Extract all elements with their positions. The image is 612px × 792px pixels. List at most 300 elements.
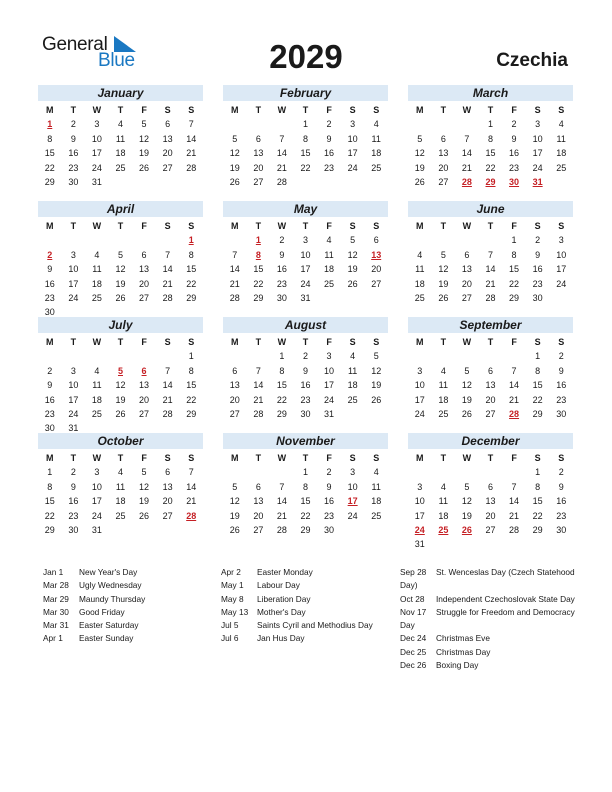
day-cell: 3 [94,119,100,130]
day-cell: 27 [162,510,173,521]
day-cell: 30 [276,292,287,303]
holiday-date: Nov 17 [400,606,427,617]
day-cell: 23 [532,278,543,289]
day-cell: 10 [91,133,102,144]
weekday-label: W [92,105,102,115]
day-cell: 19 [139,148,150,159]
day-cell: 10 [414,380,425,391]
day-cell: 8 [188,249,194,260]
day-cell: 7 [511,365,517,376]
day-cell: 28 [162,408,173,419]
holiday-name: Easter Saturday [79,620,139,631]
day-cell: 5 [117,249,123,260]
day-cell: 28 [509,524,520,535]
day-cell: 6 [487,481,493,492]
month-may [223,201,388,311]
weekday-label: T [117,453,124,463]
empty-cell [109,349,133,363]
day-cell: 8 [487,133,493,144]
day-cell: 26 [115,408,126,419]
day-cell: 8 [535,365,541,376]
day-cell: 15 [300,496,311,507]
day-cell: 25 [115,162,126,173]
day-cell: 23 [300,394,311,405]
day-cell: 29 [44,524,55,535]
empty-cell [432,117,456,131]
day-cell: 27 [253,176,264,187]
holiday-name: Struggle for Freedom and Democracy Day [400,606,575,631]
empty-cell [156,233,180,247]
day-cell: 22 [300,162,311,173]
holiday-day-cell: 30 [509,176,520,187]
day-cell: 17 [91,148,102,159]
weekday-label: S [164,221,171,231]
weekday-label: S [558,221,565,231]
day-cell: 2 [279,235,285,246]
month-november [223,433,388,543]
holiday-day-cell: 28 [461,176,472,187]
day-cell: 10 [347,133,358,144]
weekday-label: F [141,221,147,231]
weekday-label: S [558,105,565,115]
day-cell: 19 [229,510,240,521]
day-cell: 6 [440,133,446,144]
month-september [408,317,573,427]
weekday-label: T [302,453,309,463]
day-cell: 30 [324,524,335,535]
day-cell: 6 [232,365,238,376]
empty-cell [223,117,247,131]
year-title: 2029 [269,38,343,75]
holiday-name: Christmas Day [436,646,491,657]
day-cell: 20 [253,162,264,173]
day-cell: 11 [438,496,449,507]
weekday-label: M [231,221,239,231]
day-cell: 23 [556,510,567,521]
day-cell: 20 [485,510,496,521]
holiday-entry [43,593,203,606]
day-cell: 19 [229,162,240,173]
day-cell: 15 [253,264,264,275]
day-cell: 31 [414,539,425,550]
day-cell: 26 [139,162,150,173]
holiday-entry [43,606,203,619]
day-cell: 30 [44,307,55,318]
month-april [38,201,203,318]
day-cell: 21 [509,394,520,405]
weekday-label: S [188,453,195,463]
day-cell: 3 [535,119,541,130]
day-cell: 17 [68,394,79,405]
day-cell: 9 [279,249,285,260]
day-cell: 7 [165,249,171,260]
holiday-name: Independent Czechoslovak State Day [436,593,575,604]
month-name: July [38,317,203,333]
day-cell: 13 [461,264,472,275]
empty-cell [455,349,479,363]
day-cell: 14 [276,148,287,159]
day-cell: 5 [350,235,356,246]
day-cell: 10 [556,249,567,260]
country-name: Czechia [496,50,568,71]
day-cell: 18 [347,380,358,391]
day-grid [38,335,203,436]
day-cell: 19 [347,264,358,275]
holiday-day-cell: 1 [188,235,194,246]
day-cell: 9 [326,133,332,144]
month-name: September [408,317,573,333]
day-cell: 17 [556,264,567,275]
day-cell: 16 [44,394,55,405]
holiday-day-cell: 6 [141,365,147,376]
month-june [408,201,573,311]
day-grid [38,103,203,189]
weekday-label: T [302,337,309,347]
holiday-day-cell: 31 [532,176,543,187]
month-name: November [223,433,388,449]
day-cell: 10 [414,496,425,507]
day-cell: 23 [68,162,79,173]
holiday-day-cell: 13 [371,249,382,260]
day-cell: 14 [509,380,520,391]
day-cell: 16 [300,380,311,391]
day-cell: 1 [302,119,308,130]
weekday-label: T [487,337,494,347]
day-cell: 28 [186,162,197,173]
day-cell: 20 [253,510,264,521]
empty-cell [247,117,271,131]
month-february [223,85,388,195]
holiday-name: New Year's Day [79,567,138,577]
day-cell: 2 [70,467,76,478]
holiday-date: Apr 2 [221,567,241,577]
day-cell: 19 [461,510,472,521]
holiday-entry [400,632,578,645]
day-cell: 20 [162,148,173,159]
weekday-label: S [164,105,171,115]
weekday-label: M [231,453,239,463]
holiday-name: Ugly Wednesday [79,580,142,591]
day-cell: 25 [347,394,358,405]
month-grid [38,85,574,550]
weekday-label: S [349,105,356,115]
day-cell: 1 [511,235,517,246]
day-cell: 12 [414,148,425,159]
day-cell: 19 [414,162,425,173]
empty-cell [109,233,133,247]
empty-cell [455,465,479,479]
day-cell: 18 [414,278,425,289]
holiday-entry [221,579,391,592]
holiday-entry [43,619,203,632]
day-cell: 29 [300,524,311,535]
empty-cell [85,349,109,363]
day-cell: 27 [438,176,449,187]
weekday-label: T [440,105,447,115]
day-cell: 23 [44,408,55,419]
weekday-label: S [373,453,380,463]
day-cell: 21 [229,278,240,289]
day-cell: 18 [556,148,567,159]
day-cell: 28 [485,292,496,303]
day-cell: 24 [91,510,102,521]
day-cell: 29 [509,292,520,303]
day-cell: 24 [300,278,311,289]
day-cell: 22 [276,394,287,405]
day-grid [408,335,573,421]
empty-cell [432,349,456,363]
weekday-label: T [440,453,447,463]
day-cell: 31 [324,408,335,419]
day-cell: 19 [139,496,150,507]
day-cell: 28 [162,292,173,303]
holiday-entry [43,579,203,592]
empty-cell [156,349,180,363]
day-cell: 15 [186,264,197,275]
day-cell: 6 [373,235,379,246]
day-cell: 27 [371,278,382,289]
day-cell: 21 [186,148,197,159]
day-cell: 14 [509,496,520,507]
day-cell: 9 [558,365,564,376]
day-cell: 9 [511,133,517,144]
day-cell: 3 [558,235,564,246]
holiday-entry [43,632,203,645]
weekday-label: T [302,105,309,115]
day-cell: 2 [302,351,308,362]
weekday-label: S [373,105,380,115]
day-cell: 20 [485,394,496,405]
day-cell: 1 [188,351,194,362]
weekday-label: T [440,221,447,231]
weekday-label: W [462,453,472,463]
weekday-label: F [511,105,517,115]
day-cell: 25 [324,278,335,289]
day-cell: 21 [509,510,520,521]
day-cell: 26 [414,176,425,187]
empty-cell [432,465,456,479]
day-cell: 4 [417,249,423,260]
day-cell: 2 [558,467,564,478]
day-cell: 12 [461,380,472,391]
day-cell: 9 [70,133,76,144]
logo-general-text: General [42,34,108,55]
day-cell: 25 [556,162,567,173]
empty-cell [62,233,86,247]
weekday-label: M [416,337,424,347]
weekday-label: W [277,453,287,463]
day-grid [223,103,388,189]
weekday-label: M [416,105,424,115]
day-cell: 9 [326,481,332,492]
weekday-label: S [534,453,541,463]
empty-cell [62,349,86,363]
holiday-day-cell: 24 [414,524,425,535]
weekday-label: T [117,337,124,347]
day-cell: 27 [139,408,150,419]
day-cell: 21 [461,162,472,173]
day-cell: 12 [229,496,240,507]
day-cell: 12 [438,264,449,275]
day-cell: 17 [532,148,543,159]
holiday-date: Sep 28 [400,567,427,577]
weekday-label: T [255,221,262,231]
day-cell: 14 [253,380,264,391]
day-cell: 13 [253,148,264,159]
day-cell: 31 [91,524,102,535]
weekday-label: T [117,221,124,231]
month-january [38,85,203,195]
day-cell: 16 [556,496,567,507]
day-cell: 16 [324,148,335,159]
day-cell: 17 [324,380,335,391]
day-cell: 30 [556,408,567,419]
day-cell: 1 [535,351,541,362]
month-july [38,317,203,434]
day-cell: 18 [115,148,126,159]
day-cell: 25 [438,408,449,419]
empty-cell [247,349,271,363]
day-cell: 26 [229,524,240,535]
day-cell: 9 [47,380,53,391]
day-cell: 22 [44,162,55,173]
month-name: June [408,201,573,217]
day-cell: 5 [464,365,470,376]
day-cell: 1 [47,467,53,478]
day-cell: 4 [373,119,379,130]
day-cell: 16 [68,496,79,507]
weekday-label: F [326,105,332,115]
weekday-label: F [326,221,332,231]
day-cell: 16 [532,264,543,275]
day-cell: 14 [276,496,287,507]
day-cell: 9 [558,481,564,492]
day-cell: 24 [91,162,102,173]
month-name: January [38,85,203,101]
day-cell: 12 [139,133,150,144]
day-cell: 9 [47,264,53,275]
day-cell: 5 [417,133,423,144]
day-cell: 14 [186,481,197,492]
weekday-label: S [349,453,356,463]
day-cell: 5 [373,351,379,362]
day-cell: 7 [279,481,285,492]
day-cell: 30 [68,176,79,187]
day-cell: 11 [438,380,449,391]
day-cell: 4 [117,467,123,478]
weekday-label: W [277,105,287,115]
day-cell: 2 [326,467,332,478]
day-cell: 22 [186,394,197,405]
month-october [38,433,203,543]
empty-cell [223,233,247,247]
weekday-label: T [70,221,77,231]
day-cell: 2 [511,119,517,130]
day-cell: 23 [324,162,335,173]
weekday-label: T [255,337,262,347]
empty-cell [479,233,503,247]
weekday-label: S [373,337,380,347]
day-cell: 13 [253,496,264,507]
day-cell: 28 [229,292,240,303]
day-cell: 11 [371,133,381,144]
day-cell: 9 [70,481,76,492]
day-cell: 27 [485,524,496,535]
day-cell: 29 [532,408,543,419]
day-grid [408,451,573,552]
weekday-label: S [349,221,356,231]
day-cell: 15 [532,380,543,391]
day-cell: 15 [300,148,311,159]
day-cell: 22 [44,510,55,521]
day-cell: 31 [68,423,79,434]
weekday-label: T [487,105,494,115]
day-cell: 3 [417,365,423,376]
day-grid [223,219,388,305]
day-cell: 4 [440,481,446,492]
day-cell: 5 [464,481,470,492]
weekday-label: S [534,105,541,115]
day-grid [38,219,203,320]
day-cell: 15 [186,380,197,391]
day-cell: 26 [347,278,358,289]
holiday-day-cell: 1 [255,235,261,246]
holiday-column [221,566,391,646]
day-cell: 3 [302,235,308,246]
weekday-label: W [277,337,287,347]
day-cell: 25 [115,510,126,521]
day-cell: 26 [438,292,449,303]
day-cell: 6 [165,467,171,478]
day-cell: 8 [47,481,53,492]
day-cell: 20 [139,278,150,289]
day-cell: 9 [302,365,308,376]
day-cell: 22 [253,278,264,289]
empty-cell [455,233,479,247]
day-cell: 4 [326,235,332,246]
day-cell: 7 [255,365,261,376]
day-cell: 27 [139,292,150,303]
day-cell: 22 [532,394,543,405]
weekday-label: W [92,453,102,463]
holiday-date: Dec 26 [400,660,427,671]
holiday-day-cell: 28 [509,408,520,419]
day-cell: 21 [162,394,173,405]
day-cell: 25 [414,292,425,303]
day-cell: 5 [141,119,147,130]
weekday-label: M [46,453,54,463]
day-cell: 1 [487,119,493,130]
day-cell: 6 [165,119,171,130]
holiday-entry [400,659,578,672]
day-cell: 14 [461,148,472,159]
day-cell: 18 [324,264,335,275]
day-cell: 20 [438,162,449,173]
empty-cell [223,465,247,479]
day-cell: 10 [68,380,79,391]
month-name: February [223,85,388,101]
day-cell: 24 [532,162,543,173]
empty-cell [408,465,432,479]
day-cell: 30 [68,524,79,535]
day-cell: 23 [276,278,287,289]
holiday-day-cell: 25 [438,524,449,535]
day-cell: 24 [324,394,335,405]
holiday-name: Jan Hus Day [257,633,305,644]
day-cell: 30 [44,423,55,434]
day-cell: 5 [440,249,446,260]
day-cell: 29 [186,408,197,419]
